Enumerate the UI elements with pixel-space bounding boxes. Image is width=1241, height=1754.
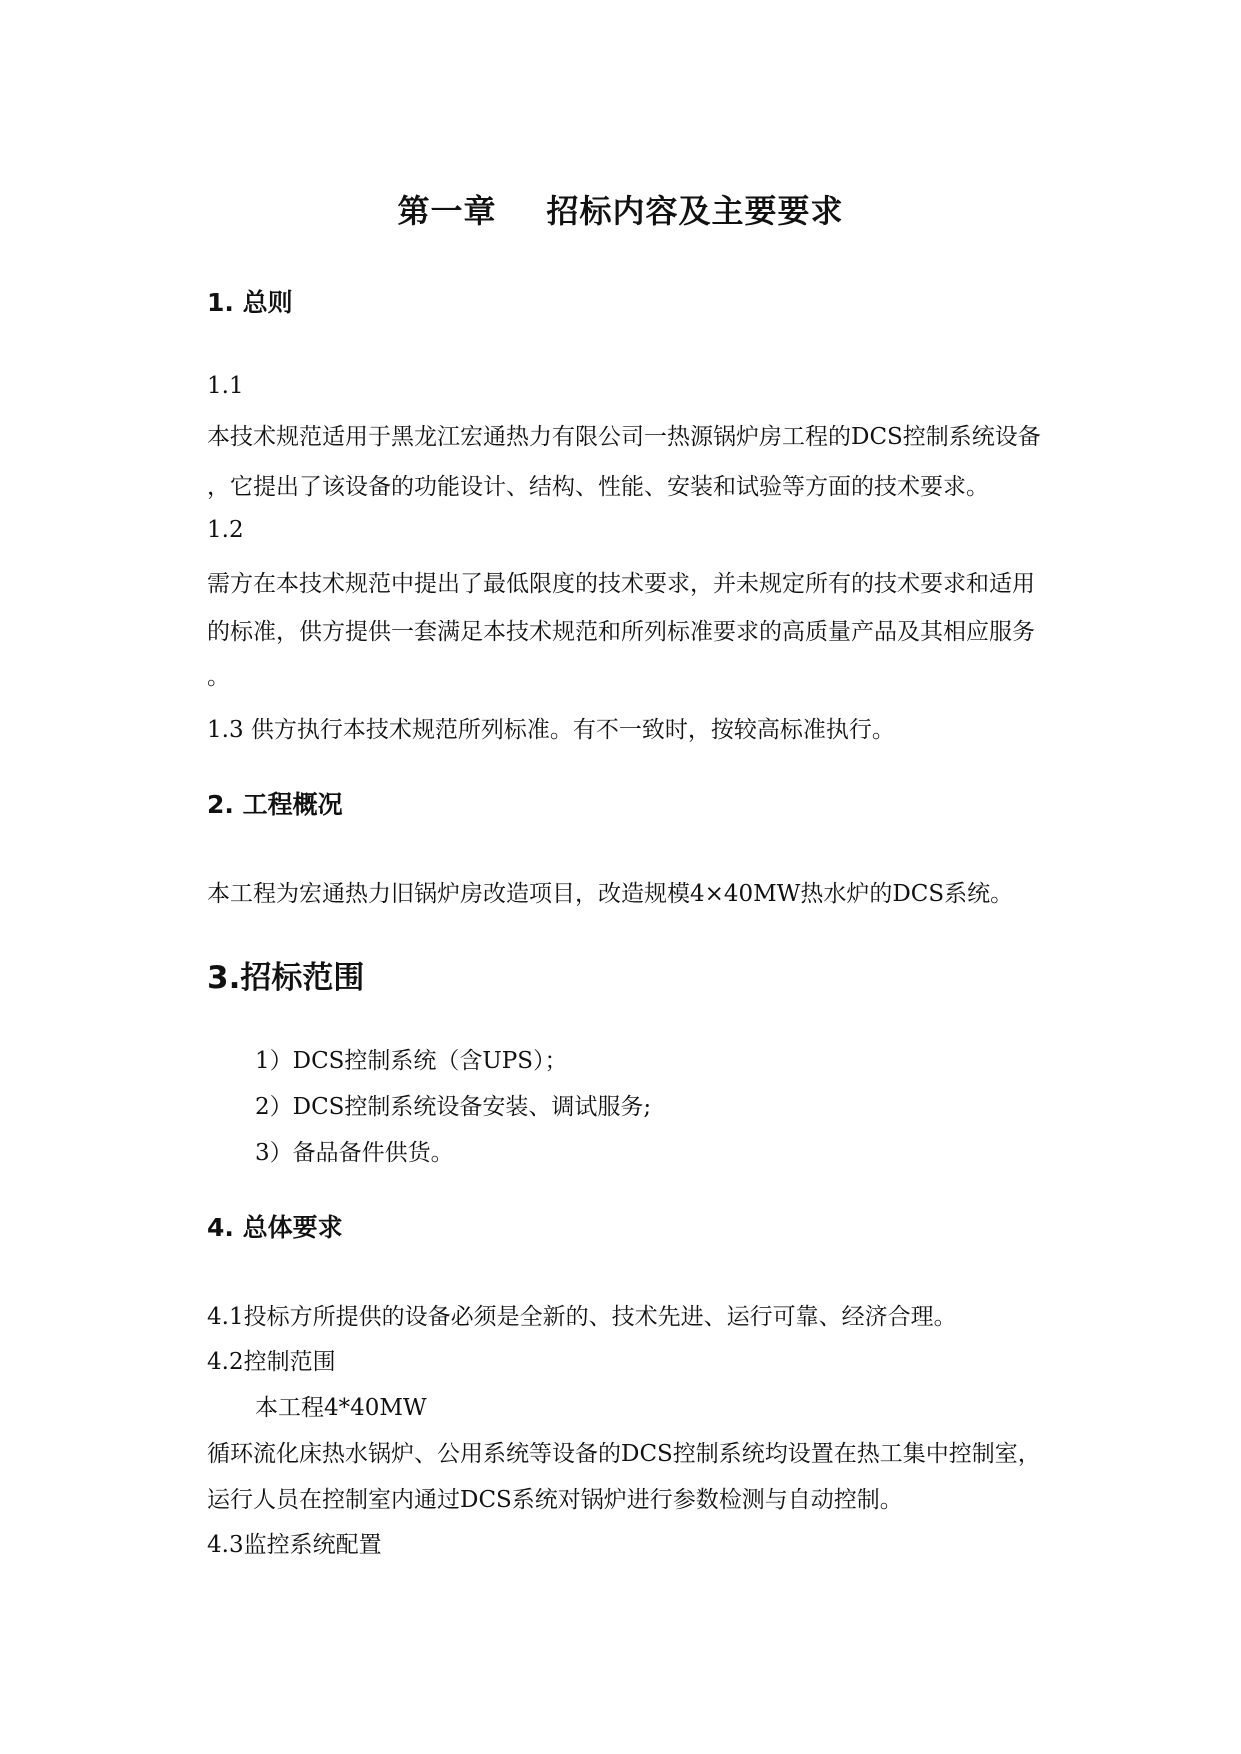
clause-1-3: 1.3 供方执行本技术规范所列标准。有不一致时，按较高标准执行。	[207, 717, 895, 743]
clause-1-2-line-3: 。	[207, 664, 230, 690]
clause-1-1-line-2: ，它提出了该设备的功能设计、结构、性能、安装和试验等方面的技术要求。	[207, 474, 989, 500]
clause-4-2-line-3: 运行人员在控制室内通过DCS系统对锅炉进行参数检测与自动控制。	[207, 1487, 903, 1513]
chapter-title	[0, 186, 1241, 232]
clause-4-2: 4.2控制范围	[207, 1349, 336, 1375]
chapter-name: 招标内容及主要要求	[546, 192, 844, 230]
section-4-heading: 4. 总体要求	[207, 1213, 343, 1242]
clause-1-1-line-1: 本技术规范适用于黑龙江宏通热力有限公司一热源锅炉房工程的DCS控制系统设备	[207, 424, 1041, 450]
scope-item-1: 1）DCS控制系统（含UPS）；	[255, 1048, 568, 1074]
clause-4-2-line-2: 循环流化床热水锅炉、公用系统等设备的DCS控制系统均设置在热工集中控制室，	[207, 1441, 1041, 1467]
clause-1-1-number: 1.1	[207, 373, 244, 399]
section-3-heading: 3.招标范围	[207, 960, 365, 996]
section-2-text: 本工程为宏通热力旧锅炉房改造项目，改造规模4×40MW热水炉的DCS系统。	[207, 881, 1014, 907]
scope-item-2: 2）DCS控制系统设备安装、调试服务;	[255, 1094, 652, 1120]
clause-4-2-line-1: 本工程4*40MW	[255, 1395, 427, 1421]
chapter-number: 第一章	[397, 192, 497, 230]
scope-item-3: 3）备品备件供货。	[255, 1140, 454, 1166]
section-2-heading: 2. 工程概况	[207, 790, 343, 819]
clause-1-2-line-2: 的标准，供方提供一套满足本技术规范和所列标准要求的高质量产品及其相应服务	[207, 619, 1035, 645]
clause-4-1: 4.1投标方所提供的设备必须是全新的、技术先进、运行可靠、经济合理。	[207, 1304, 957, 1330]
clause-1-2-number: 1.2	[207, 517, 244, 543]
clause-4-3: 4.3监控系统配置	[207, 1532, 382, 1558]
clause-1-2-line-1: 需方在本技术规范中提出了最低限度的技术要求，并未规定所有的技术要求和适用	[207, 571, 1035, 597]
section-1-heading: 1. 总则	[207, 288, 293, 317]
